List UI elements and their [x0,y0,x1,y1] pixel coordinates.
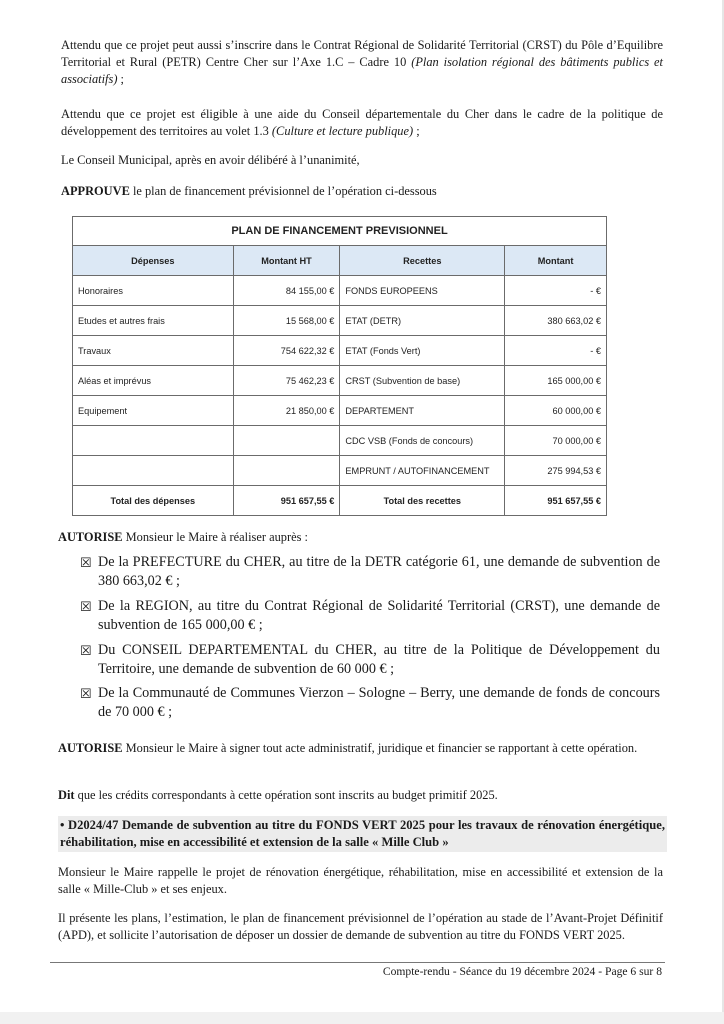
paragraph-approuve [61,183,663,200]
table-row [73,336,607,366]
total-value: 951 657,55 € [505,486,607,516]
table-cell: 15 568,00 € [233,306,340,336]
column-header: Recettes [340,246,505,276]
paragraph-autorise-signer [58,740,663,757]
column-header: Montant HT [233,246,340,276]
table-cell: 275 994,53 € [505,456,607,486]
table-cell: ETAT (DETR) [340,306,505,336]
section-heading-d2024-47: • D2024/47 Demande de subvention au titre du FONDS VERT 2025 pour les travaux de rénovation énergétique, réhabilitation, mise en accessibilité et extension de la salle « Mille Club » [58,816,667,852]
page-footer: Compte-rendu - Séance du 19 décembre 2024 - Page 6 sur 8 [382,965,662,978]
table-cell: EMPRUNT / AUTOFINANCEMENT [340,456,505,486]
table-cell: - € [505,336,607,366]
paragraph-autorise-realiser [58,529,660,546]
paragraph-dit [58,787,660,804]
table-row [73,306,607,336]
paragraph-text: Attendu que ce projet est éligible à une aide du Conseil départementale du Cher dans le cadre de la politique de développement des territoires au volet 1.3 [61,107,663,138]
table-cell: 75 462,23 € [233,366,340,396]
financing-plan-table [72,216,607,516]
table-cell: 70 000,00 € [505,426,607,456]
table-cell: 60 000,00 € [505,396,607,426]
paragraph-text: Monsieur le Maire à réaliser auprès : [122,530,308,544]
table-row [73,276,607,306]
table-cell [233,456,340,486]
table-cell: Aléas et imprévus [73,366,234,396]
table-cell [233,426,340,456]
table-cell [73,426,234,456]
footer-divider [50,962,665,963]
page-bottom-margin [0,1012,724,1024]
table-cell: DEPARTEMENT [340,396,505,426]
column-header: Montant [505,246,607,276]
table-cell [73,456,234,486]
checklist-item-prefecture [80,553,660,591]
paragraph-text: le plan de financement prévisionnel de l’opération ci-dessous [129,184,437,198]
table-title: PLAN DE FINANCEMENT PREVISIONNEL [73,217,607,246]
checklist-text: De la Communauté de Communes Vierzon – Sologne – Berry, une demande de fonds de concours de 70 000 € ; [98,685,660,720]
table-cell: 754 622,32 € [233,336,340,366]
checklist-text: Du CONSEIL DEPARTEMENTAL du CHER, au titre de la Politique de Développement du Territoire, une demande de subvention de 60 000 € ; [98,642,660,677]
table-cell: 165 000,00 € [505,366,607,396]
checked-box-icon: ☒ [80,686,92,701]
checklist-item-departement [80,641,660,679]
table-row [73,396,607,426]
table-cell: Honoraires [73,276,234,306]
table-cell: Etudes et autres frais [73,306,234,336]
paragraph-crst [61,37,663,88]
checked-box-icon: ☒ [80,643,92,658]
paragraph-text: Monsieur le Maire à signer tout acte administratif, juridique et financier se rapportant à cette opération. [122,741,638,755]
table-cell: 380 663,02 € [505,306,607,336]
table-cell: FONDS EUROPEENS [340,276,505,306]
table-header-row [73,246,607,276]
keyword-autorise: AUTORISE [58,530,123,544]
checklist-text: De la REGION, au titre du Contrat Régional de Solidarité Territorial (CRST), une demande de subvention de 165 000,00 € ; [98,598,660,633]
table-cell: CDC VSB (Fonds de concours) [340,426,505,456]
checked-box-icon: ☒ [80,555,92,570]
table-cell: ETAT (Fonds Vert) [340,336,505,366]
table-cell: 84 155,00 € [233,276,340,306]
table-cell: CRST (Subvention de base) [340,366,505,396]
checked-box-icon: ☒ [80,599,92,614]
table-cell: Travaux [73,336,234,366]
paragraph-rappel: Monsieur le Maire rappelle le projet de rénovation énergétique, réhabilitation, mise en accessibilité et extension de la salle « Mille-Club » et ses enjeux. [58,865,663,896]
total-label: Total des dépenses [73,486,234,516]
paragraph-presente: Il présente les plans, l’estimation, le plan de financement prévisionnel de l’opération au stade de l’Avant-Projet Définitif (APD), et sollicite l’autorisation de déposer un dossier de demande de subvention au titre du FONDS VERT 2025. [58,911,663,942]
keyword-dit: Dit [58,788,75,802]
table-cell: - € [505,276,607,306]
total-label: Total des recettes [340,486,505,516]
paragraph-text: Attendu que ce projet peut aussi s’inscrire dans le Contrat Régional de Solidarité Territorial (CRST) du Pôle d’Equilibre Territorial et Rural (PETR) Centre Cher sur l’Axe 1.C – Cadre 10 [61,38,663,69]
paragraph-italic: (Culture et lecture publique) [271,124,414,138]
table-total-row [73,486,607,516]
table-cell: Equipement [73,396,234,426]
checklist-text: De la PREFECTURE du CHER, au titre de la DETR catégorie 61, une demande de subvention de 380 663,02 € ; [98,554,660,589]
paragraph-italic: (Plan isolation régional des bâtiments publics et associatifs) [61,55,663,86]
table-row [73,366,607,396]
table-title-row [73,217,607,246]
paragraph-departement [61,106,663,140]
column-header: Dépenses [73,246,234,276]
table-cell: 21 850,00 € [233,396,340,426]
checklist-item-region [80,597,660,635]
paragraph-text: que les crédits correspondants à cette opération sont inscrits au budget primitif 2025. [74,788,498,802]
paragraph-text: ; [413,124,420,138]
total-value: 951 657,55 € [233,486,340,516]
paragraph-conseil: Le Conseil Municipal, après en avoir délibéré à l’unanimité, [61,153,360,167]
paragraph-text: ; [117,72,124,86]
keyword-autorise: AUTORISE [58,741,123,755]
table-row [73,426,607,456]
keyword-approuve: APPROUVE [61,184,130,198]
checklist-item-communaute [80,684,660,722]
table-row [73,456,607,486]
